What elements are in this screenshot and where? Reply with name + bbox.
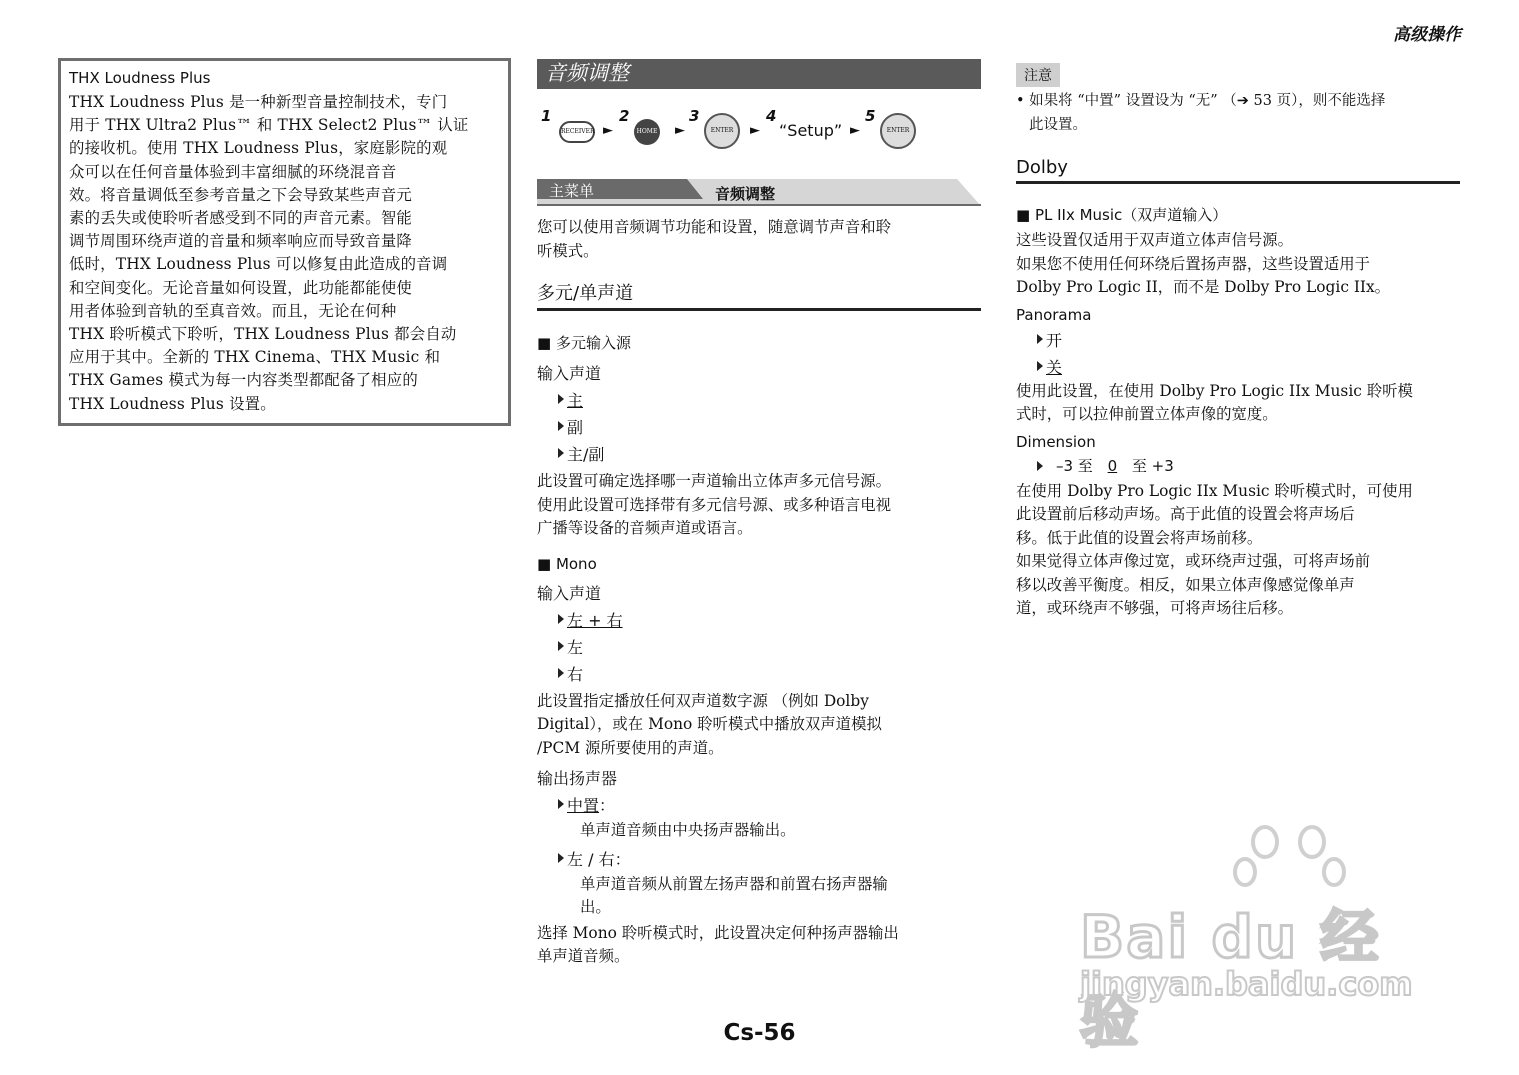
desc-line: /PCM 源所要使用的声道。 (537, 738, 724, 757)
page-section-title: 高级操作 (1393, 25, 1461, 45)
desc-line: 出。 (580, 898, 611, 916)
option-label: 左 + 右 (567, 610, 623, 630)
option-label: 左 / 右： (567, 849, 631, 869)
thx-line: 低时，THX Loudness Plus 可以修复由此造成的音调 (69, 255, 448, 274)
panorama-on (1016, 328, 1460, 351)
breadcrumb-main: 主菜单 (549, 182, 595, 200)
thx-line: 调节周围环绕声道的音量和频率响应而导致音量降 (69, 232, 412, 251)
steps-row (537, 107, 981, 159)
option-desc (537, 873, 981, 920)
input-channel-label: 输入声道 (537, 583, 602, 603)
range-min: –3 至 (1056, 456, 1098, 475)
dimension-range (1016, 455, 1460, 476)
desc-line: 使用此设置可选择带有多元信号源、或多种语言电视 (537, 495, 891, 514)
desc-line: 移。低于此值的设置会将声场前移。 (1016, 528, 1263, 547)
intro-line: 听模式。 (537, 241, 599, 260)
range-default: 0 (1107, 456, 1118, 475)
note-line: • 如果将 “中置” 设置设为 “无” （➔ 53 页），则不能选择 (1016, 93, 1386, 109)
multiplex-title: 多元/单声道 (537, 283, 634, 304)
option-suffix: ： (599, 796, 616, 815)
desc-line: 广播等设备的音频声道或语言。 (537, 519, 753, 537)
thx-line: 用于 THX Ultra2 Plus™ 和 THX Select2 Plus™ 认证 (69, 116, 469, 135)
setup-label: “Setup” (779, 121, 843, 140)
desc-line: 使用此设置，在使用 Dolby Pro Logic IIx Music 聆听模 (1016, 381, 1413, 400)
desc-line: 单声道音频从前置左扬声器和前置右扬声器输 (580, 874, 888, 893)
option-desc: 单声道音频由中央扬声器输出。 (580, 821, 796, 839)
desc-line: 道，或环绕声不够强，可将声场往后移。 (1016, 599, 1294, 617)
range-max: 至 +3 (1127, 456, 1174, 475)
desc-line: 单声道音频。 (537, 947, 630, 965)
step-number: 4 (766, 107, 777, 125)
baidu-watermark (1080, 820, 1440, 1055)
option-label: 副 (567, 418, 584, 437)
option-left-right-out (537, 847, 981, 870)
thx-line: THX 聆听模式下聆听，THX Loudness Plus 都会自动 (69, 325, 457, 344)
enter-dpad-icon: ENTER (880, 113, 916, 149)
arrow-icon: ► (603, 123, 613, 138)
dimension-desc (1016, 480, 1460, 621)
option-center (537, 793, 981, 816)
note-text (1016, 90, 1460, 137)
note-tag: 注意 (1016, 63, 1060, 87)
subheading-multiplex-source: ■ 多元输入源 (537, 334, 631, 352)
desc-line: 移以改善平衡度。相反，如果立体声像感觉像单声 (1016, 575, 1355, 594)
thx-line: 和空间变化。无论音量如何设置，此功能都能使使 (69, 278, 412, 297)
heading-rule (1016, 181, 1460, 184)
intro-text (537, 216, 981, 263)
step-number: 1 (541, 107, 552, 125)
option-label: 主 (567, 391, 584, 410)
thx-line: THX Loudness Plus 是一种新型音量控制技术，专门 (69, 93, 448, 111)
note-line: 此设置。 (1029, 116, 1087, 133)
input-channel-label: 输入声道 (537, 364, 602, 383)
page-number: Cs-56 (723, 1020, 796, 1046)
dolby-column (1016, 63, 1460, 621)
audio-adjust-column (537, 59, 981, 969)
menu-breadcrumb (537, 179, 981, 206)
desc-line: 此设置可确定选择哪一声道输出立体声多元信号源。 (537, 472, 891, 490)
option-left (537, 635, 981, 658)
paw-icon (1230, 820, 1350, 900)
breadcrumb-current: 音频调整 (715, 185, 776, 203)
option-label: 左 (567, 637, 584, 657)
option-label: 中置 (567, 796, 600, 815)
arrow-icon: ► (750, 123, 760, 138)
arrow-icon: ► (850, 123, 860, 138)
arrow-icon: ► (675, 123, 685, 138)
option-label: 关 (1046, 357, 1063, 377)
receiver-button-icon: RECEIVER (559, 121, 595, 143)
desc-line: 如果您不使用任何环绕后置扬声器，这些设置适用于 (1016, 254, 1370, 273)
option-left-right (537, 608, 981, 631)
panorama-off (1016, 355, 1460, 378)
enter-dpad-icon: ENTER (704, 113, 740, 149)
subheading-pl2x-music: ■ PL IIx Music（双声道输入） (1016, 206, 1228, 224)
thx-box-body (69, 91, 500, 416)
multiplex-desc (537, 470, 981, 541)
thx-box-title: THX Loudness Plus (69, 69, 211, 87)
heading-rule (537, 308, 981, 311)
option-label: 开 (1046, 330, 1063, 350)
option-sub (537, 415, 981, 438)
desc-line: Digital），或在 Mono 聆听模式中播放双声道模拟 (537, 715, 882, 733)
step-number: 2 (619, 107, 630, 125)
output-speaker-label: 输出扬声器 (537, 769, 618, 788)
desc-line: 此设置指定播放任何双声道数字源 （例如 Dolby (537, 691, 869, 710)
thx-line: 的接收机。使用 THX Loudness Plus，家庭影院的观 (69, 139, 448, 158)
step-number: 5 (865, 107, 876, 125)
desc-line: 这些设置仅适用于双声道立体声信号源。 (1016, 231, 1294, 249)
dolby-heading (1016, 157, 1460, 184)
mono-final-desc (537, 922, 981, 969)
multiplex-heading (537, 279, 981, 311)
panorama-desc (1016, 380, 1460, 427)
option-main-sub (537, 442, 981, 465)
desc-line: 式时，可以拉伸前置立体声像的宽度。 (1016, 405, 1278, 423)
desc-line: 选择 Mono 聆听模式时，此设置决定何种扬声器输出 (537, 923, 899, 942)
section-title-bar: 音频调整 (537, 59, 981, 87)
step-number: 3 (689, 107, 700, 125)
subheading-mono: ■ Mono (537, 554, 597, 573)
intro-line: 您可以使用音频调节功能和设置，随意调节声音和聆 (537, 218, 891, 236)
thx-loudness-box (58, 58, 511, 426)
dolby-title: Dolby (1016, 157, 1068, 178)
option-label: 主/副 (567, 445, 605, 464)
desc-line: 此设置前后移动声场。高于此值的设置会将声场后 (1016, 505, 1355, 523)
desc-line: 在使用 Dolby Pro Logic IIx Music 聆听模式时，可使用 (1016, 481, 1413, 500)
pl-desc (1016, 229, 1460, 300)
option-main (537, 388, 981, 411)
desc-line: 如果觉得立体声像过宽，或环绕声过强，可将声场前 (1016, 552, 1370, 570)
mono-desc (537, 690, 981, 761)
thx-line: 应用于其中。全新的 THX Cinema、THX Music 和 (69, 348, 441, 367)
desc-line: Dolby Pro Logic II，而不是 Dolby Pro Logic IIx。 (1016, 278, 1391, 296)
panorama-label: Panorama (1016, 305, 1092, 324)
section-rule (537, 87, 981, 89)
thx-line: 用者体验到音轨的至真音效。而且，无论在何种 (69, 301, 397, 320)
home-button-icon: HOME (634, 119, 660, 145)
thx-line: THX Loudness Plus 设置。 (69, 394, 276, 413)
option-label: 右 (567, 664, 584, 684)
thx-line: THX Games 模式为每一内容类型都配备了相应的 (69, 371, 418, 390)
watermark-url: jingyan.baidu.com (1080, 965, 1413, 1003)
thx-line: 素的丢失或使聆听者感受到不同的声音元素。智能 (69, 209, 412, 228)
thx-line: 效。将音量调低至参考音量之下会导致某些声音元 (69, 185, 412, 204)
option-right (537, 662, 981, 685)
dimension-label: Dimension (1016, 432, 1096, 451)
thx-line: 众可以在任何音量体验到丰富细腻的环绕混音音 (69, 162, 397, 181)
watermark-brand: Bai du 经验 (1080, 903, 1381, 1055)
